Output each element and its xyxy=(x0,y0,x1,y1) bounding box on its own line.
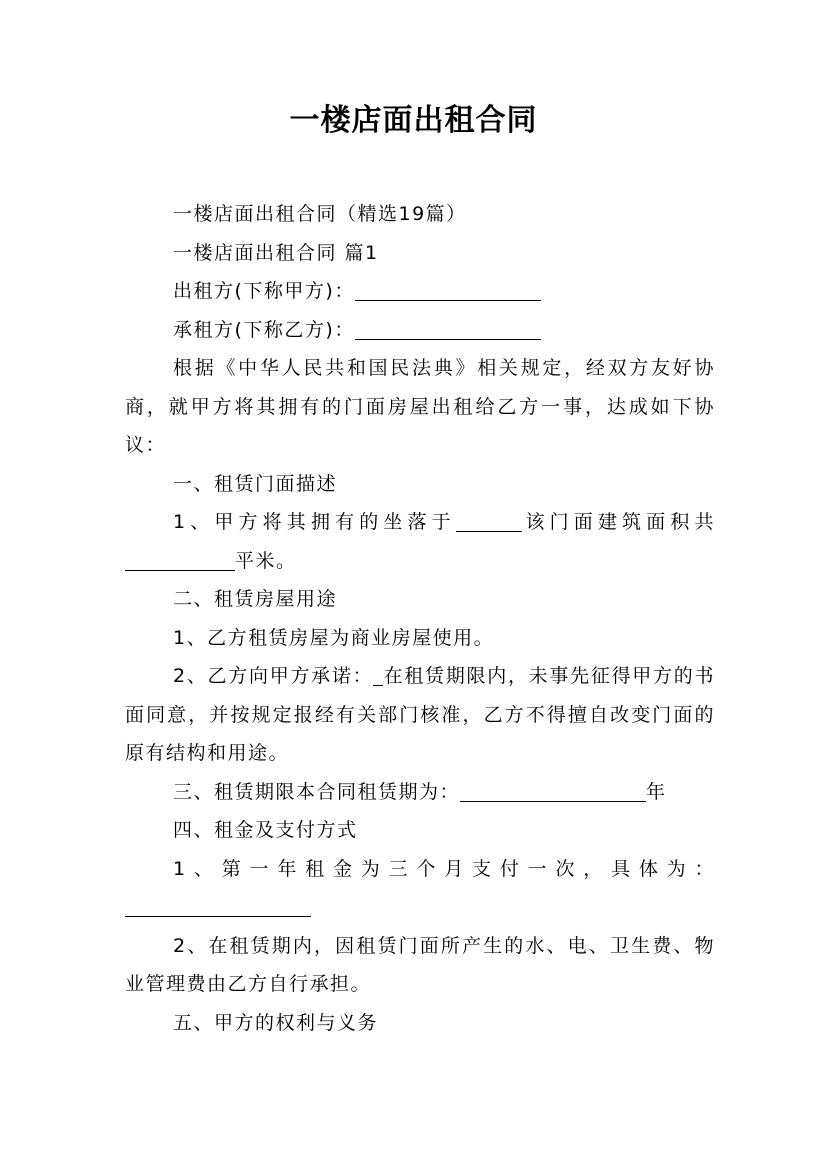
lessor-blank xyxy=(355,278,541,301)
paragraph-rent-blank-line xyxy=(125,888,715,927)
lessee-label: 承租方(下称乙方)： xyxy=(173,318,355,341)
clause-1-1-text-c: 平米。 xyxy=(235,549,297,572)
paragraph-section-heading: 一楼店面出租合同 篇1 xyxy=(173,241,379,264)
lessee-blank xyxy=(355,317,541,340)
clause-2-2-text-a: 2、乙方向甲方承诺： xyxy=(173,665,374,687)
term-unit: 年 xyxy=(646,780,667,803)
clause-2-2-text-b: 在租赁期限内，未事先征得甲方的书面同意，并按规定报经有关部门核准，乙方不得擅自改变门面的原有结构和用途。 xyxy=(125,665,715,764)
rent-blank xyxy=(125,894,311,917)
clause-1-1-text-b: 该门面建筑面积共 xyxy=(521,511,715,533)
paragraph-preamble: 根据《中华人民共和国民法典》相关规定，经双方友好协商，就甲方将其拥有的门面房屋出租给乙方一事，达成如下协议： xyxy=(125,357,715,456)
term-blank xyxy=(460,779,646,802)
paragraph-lessee xyxy=(125,311,715,350)
paragraph-clause-heading-3 xyxy=(125,773,715,812)
area-blank xyxy=(125,548,235,571)
location-blank xyxy=(456,509,522,532)
paragraph-clause-heading-2: 二、租赁房屋用途 xyxy=(173,588,338,610)
promise-blank xyxy=(373,663,383,686)
paragraph-subtitle: 一楼店面出租合同（精选19篇） xyxy=(173,203,467,225)
paragraph-lessor xyxy=(125,272,715,311)
clause-1-1-text-a: 1、甲方将其拥有的坐落于 xyxy=(173,511,456,533)
paragraph-clause-heading-4: 四、租金及支付方式 xyxy=(173,819,358,841)
paragraph-clause-2-1: 1、乙方租赁房屋为商业房屋使用。 xyxy=(173,626,495,649)
paragraph-clause-4-2: 2、在租赁期内，因租赁门面所产生的水、电、卫生费、物业管理费由乙方自行承担。 xyxy=(125,934,715,995)
paragraph-clause-heading-5: 五、甲方的权利与义务 xyxy=(173,1011,379,1034)
paragraph-clause-1-1 xyxy=(125,503,715,580)
paragraph-clause-2-2 xyxy=(125,657,715,773)
document-title: 一楼店面出租合同 xyxy=(289,103,538,138)
paragraph-clause-heading-1: 一、租赁门面描述 xyxy=(173,472,338,495)
paragraph-clause-4-1: 1、第一年租金为三个月支付一次，具体为： xyxy=(173,857,715,880)
lessor-label: 出租方(下称甲方)： xyxy=(173,280,355,302)
document-body xyxy=(125,195,715,1042)
term-text: 三、租赁期限本合同租赁期为： xyxy=(173,780,461,803)
